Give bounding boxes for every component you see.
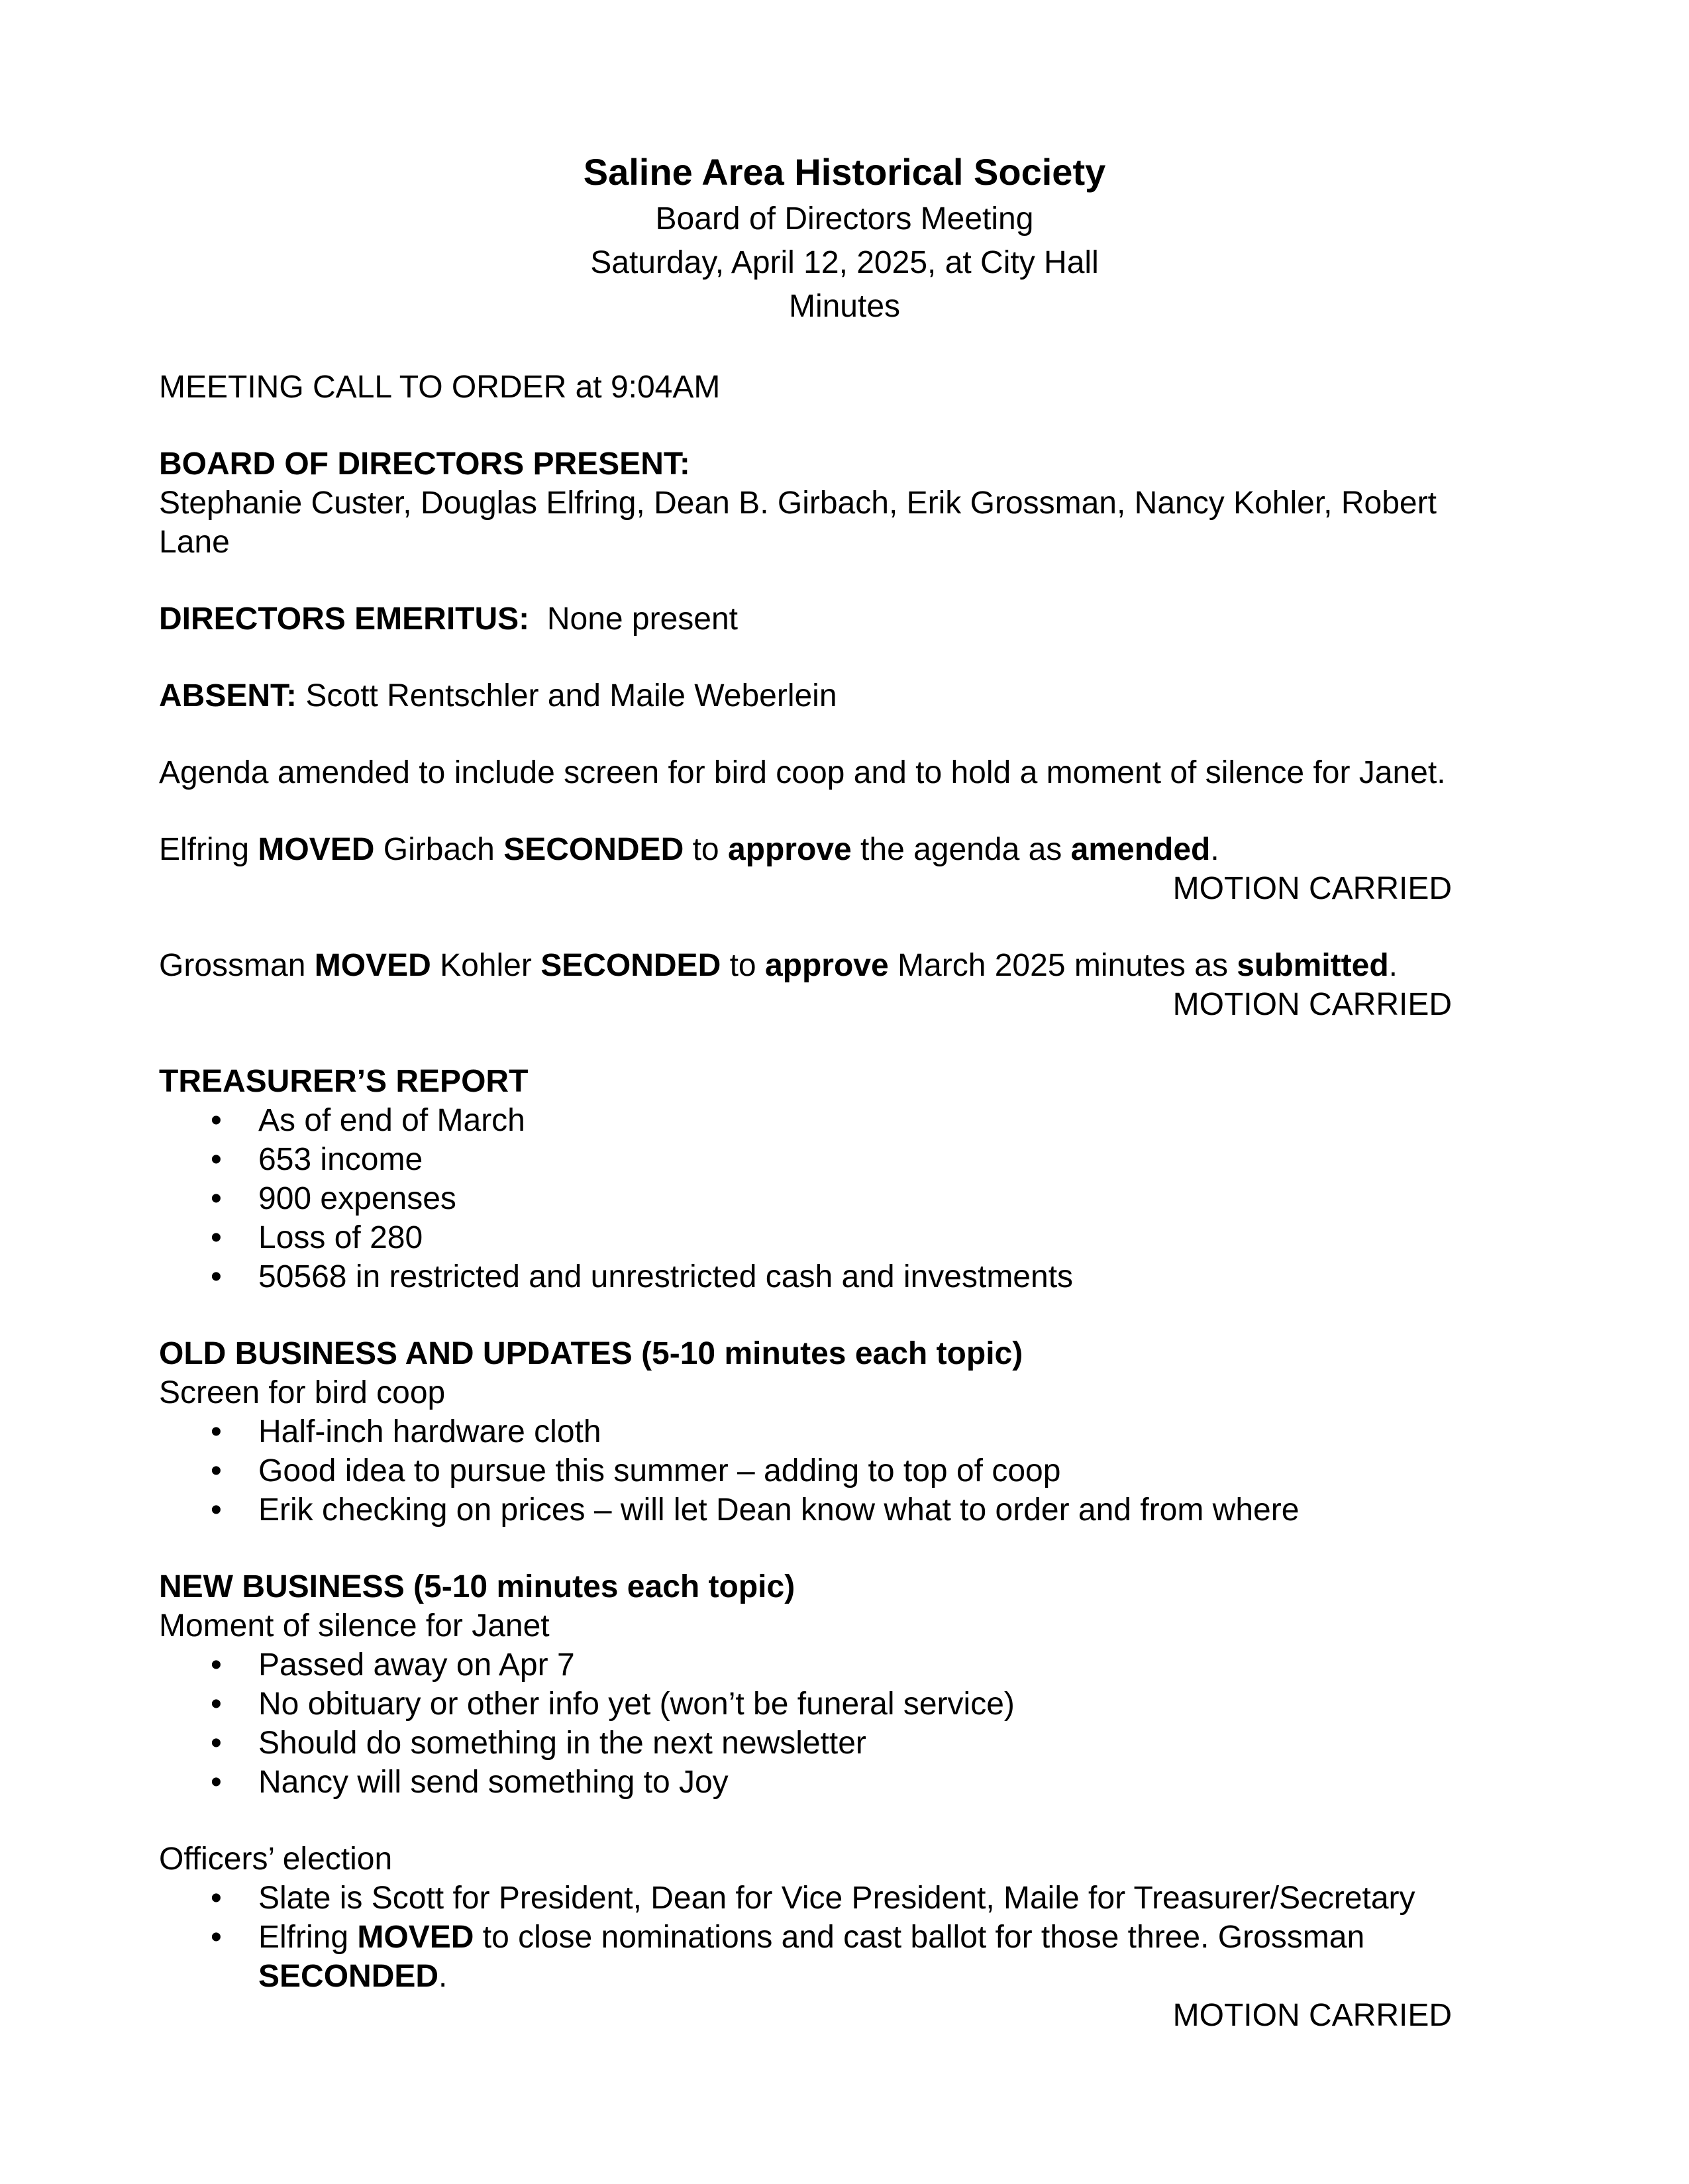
treasurer-heading: TREASURER’S REPORT — [159, 1064, 529, 1099]
list-item — [159, 1879, 1537, 1918]
old-business-list — [159, 1412, 1537, 1530]
bullet-icon: • — [211, 1142, 222, 1177]
motion-end: . — [1388, 948, 1398, 983]
list-item: • 900 expenses — [159, 1179, 1537, 1218]
list-item: • Nancy will send something to Joy — [159, 1763, 1537, 1802]
absent-line — [159, 676, 1537, 715]
list-item: • Good idea to pursue this summer – adding to top of coop — [159, 1451, 1537, 1490]
moved-keyword: MOVED — [258, 832, 375, 867]
bullet-icon: • — [211, 1259, 222, 1294]
list-item: • 653 income — [159, 1140, 1537, 1179]
bullet-icon: • — [211, 1765, 222, 1800]
old-business-topic: Screen for bird coop — [159, 1375, 446, 1410]
motion-object: March 2025 minutes as — [897, 948, 1228, 983]
list-item: • 50568 in restricted and unrestricted cash and investments — [159, 1257, 1537, 1296]
emeritus-value: None present — [546, 601, 739, 637]
list-item: • Passed away on Apr 7 — [159, 1645, 1537, 1685]
bullet-icon: • — [211, 1881, 222, 1916]
bullet-icon: • — [211, 1647, 222, 1683]
motion-qualifier: amended — [1070, 832, 1211, 867]
emeritus-label: DIRECTORS EMERITUS: — [159, 601, 530, 637]
motion-mover: Grossman — [159, 948, 306, 983]
bullet-icon: • — [211, 1181, 222, 1216]
officers-motion-text: to close nominations and cast ballot for those three. Grossman — [482, 1920, 1365, 1955]
motion-result: MOTION CARRIED — [1172, 871, 1452, 906]
minutes-body — [159, 368, 1537, 2035]
bullet-icon: • — [211, 1687, 222, 1722]
seconded-keyword: SECONDED — [540, 948, 721, 983]
moved-keyword: MOVED — [314, 948, 431, 983]
officers-topic: Officers’ election — [159, 1842, 393, 1877]
bullet-icon: • — [211, 1220, 222, 1255]
list-item: • As of end of March — [159, 1101, 1537, 1140]
present-heading: BOARD OF DIRECTORS PRESENT: — [159, 446, 690, 482]
list-item: • Loss of 280 — [159, 1218, 1537, 1257]
bullet-icon: • — [211, 1414, 222, 1449]
new-business-list — [159, 1645, 1537, 1802]
approve-keyword: approve — [727, 832, 852, 867]
list-item: • Should do something in the next newsletter — [159, 1724, 1537, 1763]
old-business-heading: OLD BUSINESS AND UPDATES (5-10 minutes each topic) — [159, 1336, 1023, 1371]
motion-mover: Elfring — [159, 832, 250, 867]
motion-minutes — [159, 946, 1537, 1024]
officers-section — [159, 1840, 1537, 2035]
motion-seconder: Girbach — [383, 832, 495, 867]
organization-title: Saline Area Historical Society — [583, 151, 1106, 193]
list-item: • Half-inch hardware cloth — [159, 1412, 1537, 1451]
seconded-keyword: SECONDED — [503, 832, 684, 867]
motion-end: . — [438, 1959, 448, 1994]
meeting-type: Board of Directors Meeting — [655, 201, 1034, 236]
present-section — [159, 444, 1537, 562]
motion-end: . — [1210, 832, 1219, 867]
bullet-icon: • — [211, 1726, 222, 1761]
bullet-icon: • — [211, 1103, 222, 1138]
call-to-order: MEETING CALL TO ORDER at 9:04AM — [159, 370, 721, 405]
bullet-icon: • — [211, 1453, 222, 1488]
motion-text — [159, 946, 1537, 985]
absent-label: ABSENT: — [159, 678, 297, 713]
motion-result: MOTION CARRIED — [1172, 987, 1452, 1022]
motion-object: the agenda as — [860, 832, 1062, 867]
motion-agenda — [159, 830, 1537, 908]
list-item: • No obituary or other info yet (won’t be funeral service) — [159, 1685, 1537, 1724]
treasurer-section — [159, 1062, 1537, 1296]
motion-seconder: Kohler — [440, 948, 532, 983]
absent-value: Scott Rentschler and Maile Weberlein — [305, 678, 837, 713]
treasurer-list — [159, 1101, 1537, 1296]
seconded-keyword: SECONDED — [258, 1959, 439, 1994]
old-business-section — [159, 1334, 1537, 1530]
moved-keyword: MOVED — [357, 1920, 474, 1955]
bullet-icon: • — [211, 1492, 222, 1528]
emeritus-line — [159, 599, 1537, 639]
new-business-topic: Moment of silence for Janet — [159, 1608, 550, 1643]
agenda-note: Agenda amended to include screen for bird coop and to hold a moment of silence for Janet. — [159, 755, 1446, 790]
document-header — [0, 147, 1689, 329]
new-business-section — [159, 1567, 1537, 1802]
officers-list — [159, 1879, 1537, 1996]
list-item: • Erik checking on prices – will let Dean know what to order and from where — [159, 1490, 1537, 1530]
present-names-line2: Lane — [159, 525, 230, 560]
motion-qualifier: submitted — [1237, 948, 1389, 983]
motion-mover: Elfring — [258, 1920, 349, 1955]
motion-to: to — [729, 948, 756, 983]
officers-slate: Slate is Scott for President, Dean for Vice President, Maile for Treasurer/Secretary — [258, 1881, 1415, 1916]
meeting-date-location: Saturday, April 12, 2025, at City Hall — [590, 245, 1099, 280]
approve-keyword: approve — [764, 948, 889, 983]
new-business-heading: NEW BUSINESS (5-10 minutes each topic) — [159, 1569, 795, 1604]
bullet-icon: • — [211, 1920, 222, 1955]
list-item — [159, 1918, 1537, 1996]
motion-text — [159, 830, 1537, 869]
present-names-line1: Stephanie Custer, Douglas Elfring, Dean B. Girbach, Erik Grossman, Nancy Kohler, Robert — [159, 486, 1437, 521]
document-type: Minutes — [788, 289, 901, 324]
motion-to: to — [692, 832, 719, 867]
motion-result: MOTION CARRIED — [1172, 1998, 1452, 2033]
